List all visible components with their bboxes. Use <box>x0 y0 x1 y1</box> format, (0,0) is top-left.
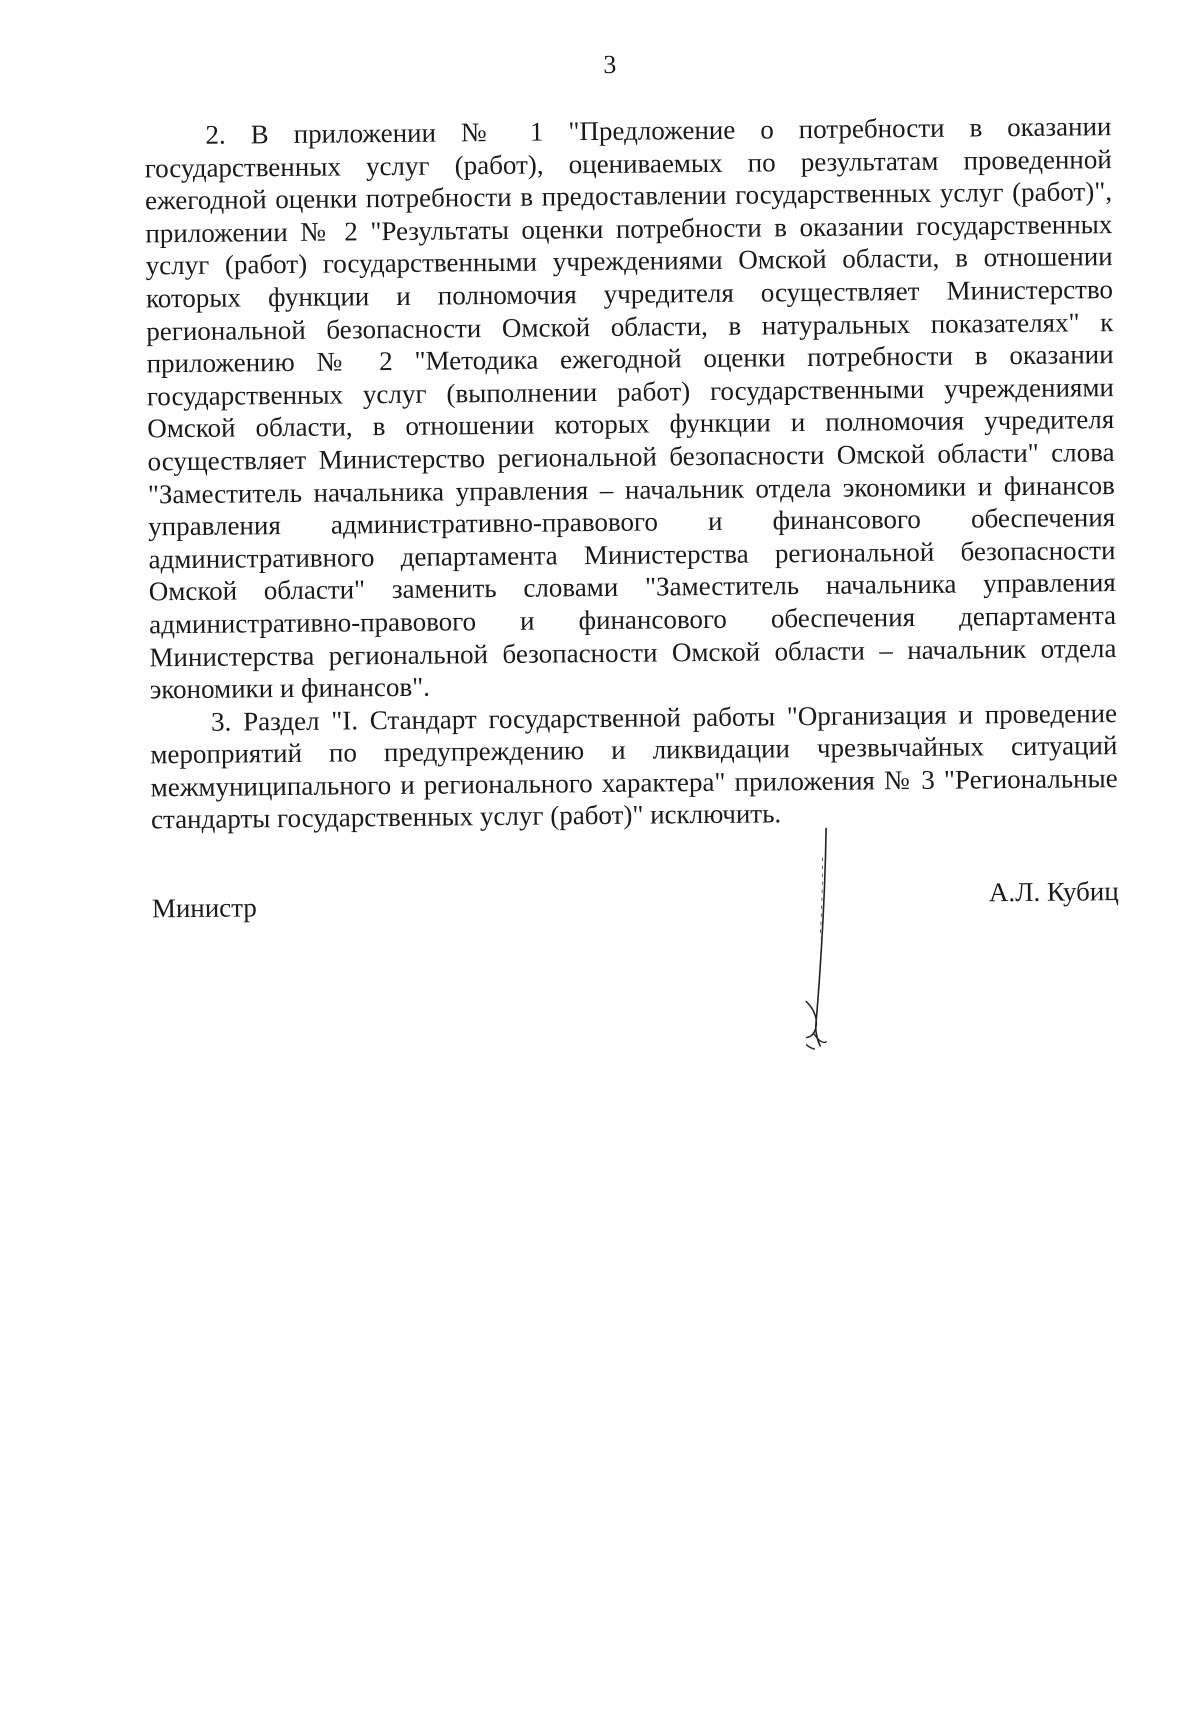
signature-block <box>152 875 1119 924</box>
page-number: 3 <box>603 49 617 79</box>
paragraph-item-2: 2. В приложении № 1 "Предложение о потребности в оказании государственных услуг (работ), оцениваемых по результатам проведенной ежегодной оценки потребности в предоставлении государственных услуг (работ)", приложении № 2 "Результаты оценки потребности в оказании государственных услуг (работ) государственными учреждениями Омской области, в отношении которых функции и полномочия учредителя осуществляет Министерство региональной безопасности Омской области, в натуральных показателях" к приложению № 2 "Методика ежегодной оценки потребности в оказании государственных услуг (выполнении работ) государственными учреждениями Омской области, в отношении которых функции и полномочия учредителя осуществляет Министерство региональной безопасности Омской области" слова "Заместитель начальника управления – начальник отдела экономики и финансов управления административно-правового и финансового обеспечения административного департамента Министерства региональной безопасности Омской области" заменить словами "Заместитель начальника управления административно-правового и финансового обеспечения департамента Министерства региональной безопасности Омской области – начальник отдела экономики и финансов". <box>144 111 1117 705</box>
signer-position: Министр <box>151 892 257 924</box>
document-body <box>144 110 1118 836</box>
paragraph-item-3: 3. Раздел "I. Стандарт государственной работы "Организация и проведение мероприятий по предупреждению и ликвидации чрезвычайных ситуаций межмуниципального и регионального характера" приложения № 3 "Региональные стандарты государственных услуг (работ)" исключить. <box>150 697 1118 835</box>
signer-name: А.Л. Кубиц <box>988 876 1119 908</box>
handwritten-signature <box>804 827 906 1058</box>
